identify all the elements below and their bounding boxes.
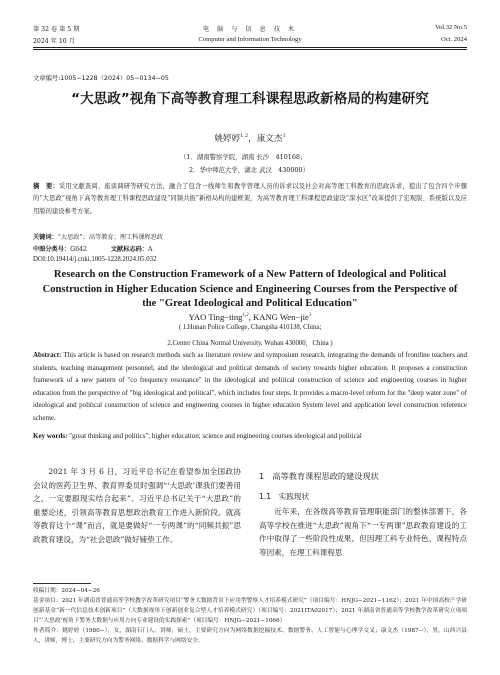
section-heading-1: 1 高等教育课程思政的建设现状 (259, 471, 379, 481)
footnote-authors: 作者简介：姚婷婷（1980−），女，湖南石门人，讲师，硕士，主要研究方向为网络数据挖掘技术、数据警务、人工智能与心理学交叉；康文杰（1987−），男，山西兴县人，讲师，博士，主要研究方向为警务网络、数据科学与网络安全。 (33, 627, 467, 644)
footnote-rule (33, 583, 91, 584)
authors-en (0, 312, 500, 322)
abstract-cn-label: 摘 要： (33, 183, 59, 190)
author-cn-1-sup: 1,2 (240, 133, 249, 140)
title-cn: “大思政”视角下高等教育理工科课程思政新格局的构建研究 (71, 91, 429, 107)
doi: DOI:10.19414/j.cnki.1005-1228.2024.05.032 (33, 256, 157, 263)
body-paragraph-intro: 2021 年 3 月 6 日，习近平总书记在看望参加全国政协会议的医药卫生界、教育界委员时强调“‘大思政’课我们要善用之，一定要跟现实结合起来”。习近平总书记关于“大思政”的重要论述，引领高等教育思想政治教育工作进入新阶段。就高等教育这个“课”而言，就是要做好“一专两课”的“同频共振”思政教育建设，为“社会思政”做好铺垫工作。 (33, 467, 241, 544)
affiliation-en-1: ( 1.Hunan Police College, Changsha 410138, China; (178, 324, 322, 331)
clc-value: G642 (70, 246, 87, 253)
body-column-left (33, 465, 241, 546)
title-en: Research on the Construction Framework of a New Pattern of Ideological and Political Construction in Higher Education Science and Engineering Courses from the Perspective of the "Great Ideological and Political Education" (42, 269, 458, 309)
section-heading-1-1: 1.1 实践现状 (259, 491, 310, 501)
keywords-cn-text: “大思政”；高等教育；理工科课程思政 (57, 234, 164, 241)
journal-name-cn: 电 脑 与 信 息 技 术 (202, 26, 298, 33)
author-cn-2: 康文杰 (256, 134, 283, 144)
author-en-1-sup: 1,2 (242, 313, 249, 319)
date-cn: 2024 年 10 月 (33, 38, 75, 45)
classification-line (33, 244, 152, 253)
clc-label: 中图分类号： (33, 246, 71, 253)
journal-name-en: Computer and Information Technology (198, 36, 302, 43)
author-en-separator: , (248, 312, 254, 322)
footnotes (33, 587, 467, 646)
abstract-en (33, 349, 467, 425)
author-cn-separator: ， (248, 134, 257, 144)
footnote-fund: 基金项目：2021 年湖南省普通高等学校教学改革研究项目“警务大数据背景下应用型警察人才培养模式研究”（项目编号：HNJG−2021−1162）；2021 年中国高校产学研创新基金“新一代信息技术创新项目”（大数据视角下创新创业复合型人才培养模式研究）（项目编号：2021ITA02017）；2021 年湖南省普通高等学校教学改革研究立项项目“‘大思政’视角下警务大数据与应用方向专业建设的实践探索”（项目编号：HNJG−2021−1066） (33, 597, 467, 624)
date-en: Oct. 2024 (440, 36, 467, 43)
header-rule (33, 47, 467, 48)
abstract-en-label: Abstract: (33, 351, 62, 359)
keywords-en-text: "great thinking and politics"; higher education; science and engineering courses ideological and political (69, 432, 362, 440)
article-number: 文章编号:1005−1228（2024）05−0134−05 (33, 75, 169, 82)
author-en-1: YAO Ting−ting (188, 312, 243, 322)
affiliation-cn-1: （1．湖南警察学院，湖南 长沙 410168； (180, 153, 307, 161)
header-rule-double (33, 49, 467, 50)
body-column-right (259, 465, 467, 559)
authors-cn (0, 132, 500, 144)
affiliation-en-2: 2.Center China Normal University, Wuhan 430000，China ) (167, 340, 333, 347)
footnote-received: 收稿日期：2024−04−26 (33, 588, 100, 594)
author-cn-1: 姚婷婷 (214, 134, 241, 144)
keywords-en-label: Key words: (33, 432, 68, 440)
volume-en: Vol.32 No.5 (435, 24, 467, 31)
affiliation-cn-2: 2．华中师范大学，湖北 武汉 430000） (189, 166, 309, 174)
author-en-2: KANG Wen−jie (253, 312, 309, 322)
body-paragraph-1-1: 近年来，在各级高等教育管理职能部门的整体部署下，各高等学校在推进“大思政”视角下“一专两课”思政教育建设的工作中取得了一些阶段性成果。但因理工科专业特色、课程特点等因素，在理工科课程思 (259, 507, 467, 557)
code-value: A (147, 246, 153, 253)
keywords-en (33, 432, 467, 440)
abstract-en-text: This article is based on research methods such as literature review and symposium research, integrating the demands of frontline teachers and students, teaching management personnel, and the ideological and political demands of society towards higher education. It proposes a construction framework of a new pattern of "co frequency resonance" in the ideological and political construction of science and engineering courses in higher education from the perspective of "big ideological and political", which includes four steps. It provides a macro-level reform for the "deep water zone" of ideological and political construction of science and engineering courses in higher education System level and application level construction reference scheme. (33, 351, 468, 422)
journal-issue-cn: 第 32 卷 第 5 期 (33, 26, 80, 33)
abstract-cn-text: 采用文献查阅、座谈调研等研究方法，融合了包含一线师生和教学管理人员的诉求以及社会对高等理工科教育的思政诉求，提出了包含四个步骤的“大思政”视角下高等教育理工科课程思政建设“同频共振”新格局构的建框架，为高等教育理工科课程思政建设“深水区”改革提供了宏观版、系统版以及应用版的建设参考方案。 (33, 183, 468, 215)
keywords-cn (33, 232, 163, 241)
abstract-cn (33, 181, 467, 218)
keywords-cn-label: 关键词： (33, 234, 58, 241)
author-en-2-sup: 1 (308, 313, 312, 319)
code-label: 文献标志码： (110, 246, 148, 253)
author-cn-2-sup: 1 (282, 133, 286, 140)
